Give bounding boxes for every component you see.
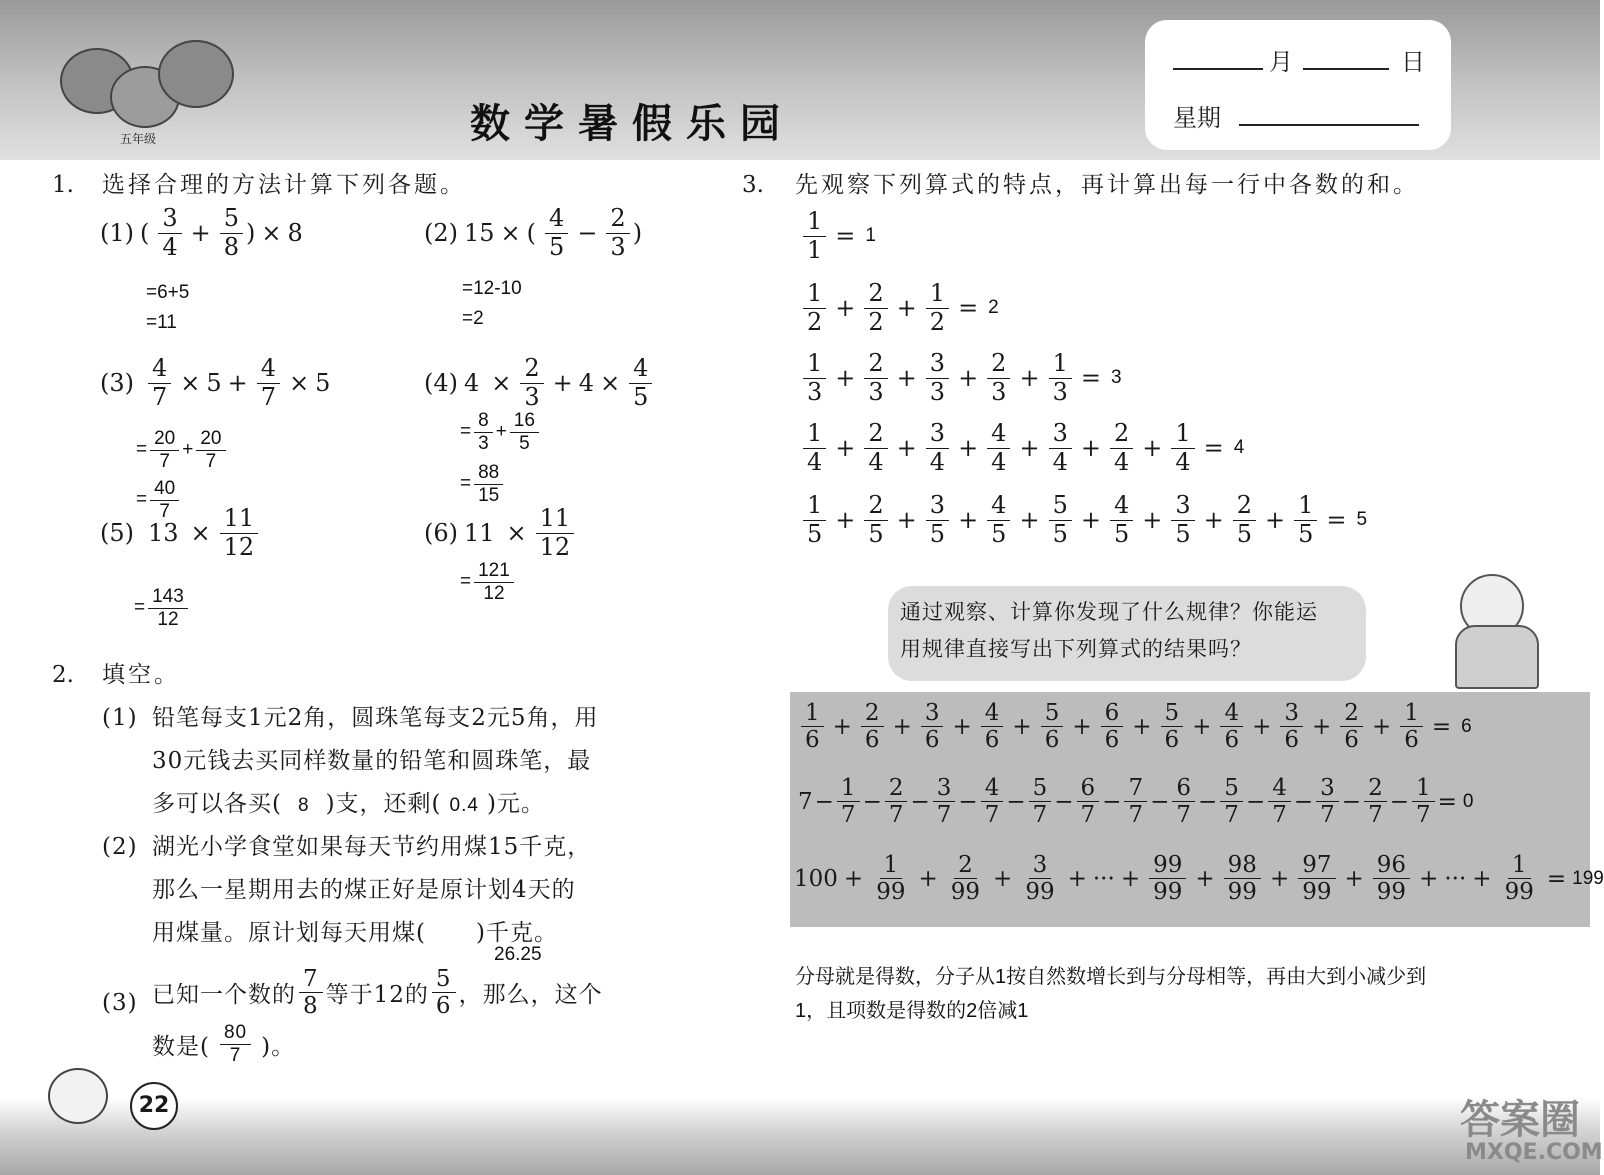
q2-s3-line1: 已知一个数的 $\frac{7}{8}$ 等于12的 $\frac{5}{6}$ ，那么，这个	[152, 966, 603, 1020]
q2-s2-line1: 湖光小学食堂如果每天节约用煤15千克，	[152, 834, 592, 860]
day-blank	[1303, 68, 1389, 70]
page-number: 22	[130, 1082, 178, 1130]
girl-body-icon	[1455, 625, 1539, 689]
q1-p6-work: = $\frac{121}{12}$	[460, 560, 517, 605]
q2-s3-answer: $\frac{80}{7}$	[220, 1022, 251, 1067]
q3-row-7-answer: 0	[1462, 790, 1474, 812]
month-label: 月	[1269, 48, 1293, 76]
q2-s1-text: 铅笔每支1元2角，圆珠笔每支2元5角，用 30元钱去买同样数量的铅笔和圆珠笔，最 多可以各买( 8 )支，还剩( 0.4 )元。	[152, 697, 692, 827]
q2-s3-line2: 数是( $\frac{80}{7}$ )。	[152, 1022, 296, 1066]
q2-s3-label: (3)	[102, 990, 138, 1016]
q2-s1-line1: 铅笔每支1元2角，圆珠笔每支2元5角，用	[152, 705, 599, 731]
q2-s1-answer-count: 8	[297, 795, 310, 816]
q2-title: 填空。	[102, 662, 180, 688]
q1-p4-expression: (4) 4 × $\frac{2}{3}$ + 4 × $\frac{4}{5}$	[424, 355, 655, 411]
q3-row-2-answer: 2	[988, 297, 999, 319]
month-blank	[1173, 68, 1263, 70]
weekday-label: 星期	[1173, 104, 1221, 132]
q3-row-5: $\frac{1}{5}$ + $\frac{2}{5}$ + $\frac{3}{5}$ + $\frac{4}{5}$ + $\frac{5}{5}$ + $\frac{4}{5}$ + $\frac{3}{5}$ + $\frac{2}{5}$ + $\frac{1}{5}$ = 5	[800, 492, 1367, 548]
grade-label: 五年级	[120, 132, 157, 146]
q3-row-4-answer: 4	[1233, 437, 1245, 459]
koala-mascot-icon	[158, 40, 234, 108]
q1-p4-work-1: = $\frac{8}{3}$ + $\frac{16}{5}$	[460, 410, 542, 455]
q3-row-3: $\frac{1}{3}$ + $\frac{2}{3}$ + $\frac{3}{3}$ + $\frac{2}{3}$ + $\frac{1}{3}$ = 3	[800, 350, 1122, 406]
q1-p4-label: (4)	[424, 369, 458, 398]
q1-p1-work-2: =11	[146, 312, 177, 333]
page-footer	[0, 1098, 1600, 1175]
weekday-blank	[1239, 124, 1419, 126]
q3-row-99-answer: 199	[1572, 867, 1604, 889]
q1-number: 1.	[52, 172, 74, 198]
q1-p3-expression: (3) $\frac{4}{7}$ × 5 + $\frac{4}{7}$ × 5	[100, 354, 331, 411]
q2-s1-answer-change: 0.4	[449, 795, 479, 816]
q1-p3-work-1: = $\frac{20}{7}$ + $\frac{20}{7}$	[136, 428, 229, 473]
bear-mascot-icon	[48, 1068, 108, 1124]
q1-p2-expression: (2) 15 × ( $\frac{4}{5}$ − $\frac{2}{3}$ )	[424, 204, 643, 261]
q3-rule-line1: 分母就是得数，分子从1按自然数增长到与分母相等，再由大到小减少到	[795, 966, 1427, 988]
q1-title: 选择合理的方法计算下列各题。	[102, 172, 466, 198]
q2-s2-line2: 那么一星期用去的煤正好是原计划4天的	[152, 877, 576, 903]
q1-p3-work-2: = $\frac{40}{7}$	[136, 478, 182, 523]
q1-p2-work-2: =2	[462, 308, 484, 329]
q3-row-6-answer: 6	[1461, 715, 1472, 737]
day-label: 日	[1401, 48, 1425, 76]
q3-row-4: $\frac{1}{4}$ + $\frac{2}{4}$ + $\frac{3}{4}$ + $\frac{4}{4}$ + $\frac{3}{4}$ + $\frac{2}{4}$ + $\frac{1}{4}$ = 4	[800, 420, 1244, 476]
q1-p5-expression: (5) 13 × $\frac{11}{12}$	[100, 505, 261, 561]
q3-row-7: 7 − $\frac{1}{7}$ − $\frac{2}{7}$ − $\frac{3}{7}$ − $\frac{4}{7}$ − $\frac{5}{7}$ − $\frac{6}{7}$ − $\frac{7}{7}$ − $\frac{6}{7}$ − $\frac{5}{7}$ − $\frac{4}{7}$ − $\frac{3}{7}$ − $\frac{2}{7}$ − $\frac{1}{7}$ = 0	[798, 775, 1474, 829]
q3-title: 先观察下列算式的特点，再计算出每一行中各数的和。	[795, 172, 1419, 198]
page-title: 数学暑假乐园	[470, 100, 794, 147]
q3-row-5-answer: 5	[1356, 509, 1368, 531]
q1-p2-label: (2)	[424, 219, 458, 248]
q1-p4-work-2: = $\frac{88}{15}$	[460, 462, 506, 507]
date-box	[1145, 20, 1451, 150]
q1-p5-work: = $\frac{143}{12}$	[134, 586, 191, 631]
bubble-line1: 通过观察、计算你发现了什么规律？你能运	[900, 600, 1318, 624]
q1-p3-label: (3)	[100, 369, 134, 398]
q1-p2-work-1: =12-10	[462, 278, 522, 299]
q1-p1-expression: (1) ( $\frac{3}{4}$ + $\frac{5}{8}$ ) × 8	[100, 204, 303, 261]
watermark-logo: 答案圈	[1460, 1097, 1580, 1143]
q2-s2-text: 湖光小学食堂如果每天节约用煤15千克， 那么一星期用去的煤正好是原计划4天的 用煤量。原计划每天用煤( )千克。	[152, 826, 692, 955]
q1-p1-label: (1)	[100, 219, 134, 248]
q1-p6-label: (6)	[424, 519, 458, 548]
q1-p5-label: (5)	[100, 519, 134, 548]
q3-row-1-answer: 1	[865, 225, 876, 247]
q3-row-3-answer: 3	[1110, 367, 1122, 389]
bubble-line2: 用规律直接写出下列算式的结果吗？	[900, 637, 1252, 661]
q2-s2-label: (2)	[102, 834, 138, 860]
q1-p1-work-1: =6+5	[146, 282, 190, 303]
q1-p6-expression: (6) 11 × $\frac{11}{12}$	[424, 505, 577, 561]
q3-row-99: 100 + $\frac{1}{99}$ + $\frac{2}{99}$ + $\frac{3}{99}$ + ··· + $\frac{99}{99}$ + $\frac{98}{99}$ + $\frac{97}{99}$ + $\frac{96}{99}$ + ··· + $\frac{1}{99}$ = 199	[794, 852, 1604, 906]
q3-row-6: $\frac{1}{6}$ + $\frac{2}{6}$ + $\frac{3}{6}$ + $\frac{4}{6}$ + $\frac{5}{6}$ + $\frac{6}{6}$ + $\frac{5}{6}$ + $\frac{4}{6}$ + $\frac{3}{6}$ + $\frac{2}{6}$ + $\frac{1}{6}$ = 6	[798, 700, 1472, 754]
q3-rule-line2: 1，且项数是得数的2倍减1	[795, 1000, 1029, 1022]
q3-row-1: $\frac{1}{1}$ = 1	[800, 208, 876, 264]
q2-s1-line2: 30元钱去买同样数量的铅笔和圆珠笔，最	[152, 748, 592, 774]
q2-s2-answer: 26.25	[494, 944, 542, 965]
q3-rule-answer	[795, 960, 1555, 1028]
watermark-url: MXQE.COM	[1465, 1140, 1603, 1165]
q2-s1-label: (1)	[102, 705, 138, 731]
q3-number: 3.	[742, 172, 764, 198]
q2-number: 2.	[52, 662, 74, 688]
q3-row-2: $\frac{1}{2}$ + $\frac{2}{2}$ + $\frac{1}{2}$ = 2	[800, 280, 999, 336]
